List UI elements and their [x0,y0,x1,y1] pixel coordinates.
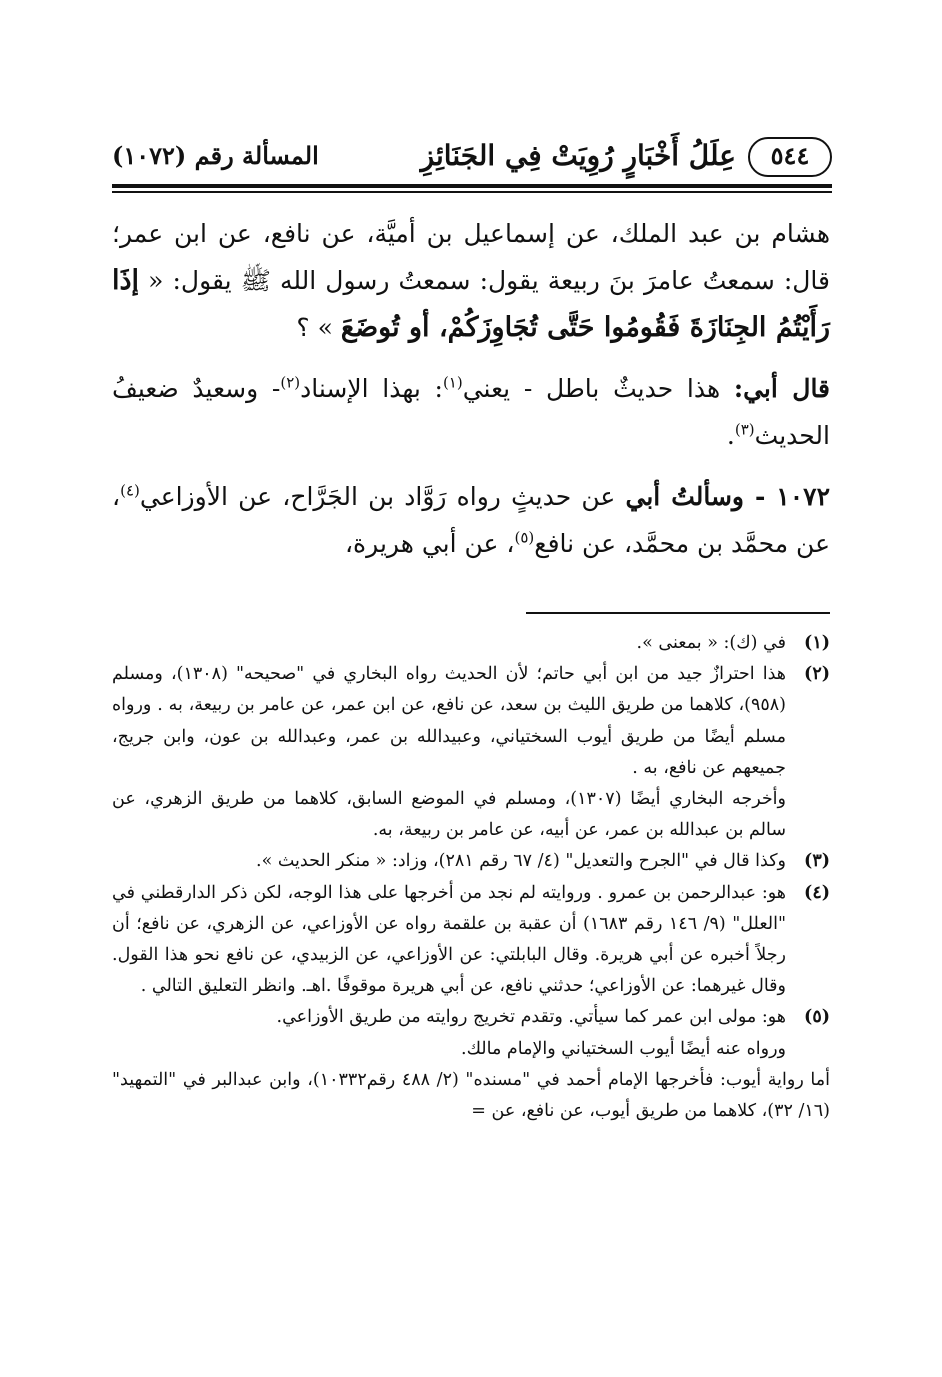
issue-number: المسألة رقم (١٠٧٢) [112,141,319,170]
hadith-text: إذَا رَأَيْتُمُ الجِنَازَةَ فَقُومُوا حَتَّى تُجَاوِزَكُمْ، أو تُوضَعَ [112,265,830,343]
issue-num-inline: ١٠٧٢ - [744,482,830,511]
text-run: » ؟ [296,313,333,342]
footnote-4 [112,878,830,1003]
main-text [112,210,830,567]
footnote-number: (١) [804,633,830,653]
footnote-ref: (٤) [120,481,140,500]
text-run: هذا حديثٌ باطل - يعني [462,374,734,403]
chapter-title: عِلَلُ أَخْبَارٍ رُوِيَتْ فِي الجَنَائِزِ [420,139,736,172]
footnote-number: (٤) [804,882,830,903]
footnote-text: هو: عبدالرحمن بن عمرو . وروايته لم نجد من أخرجها على هذا الوجه، لكن ذكر الدارقطني في "العلل" (٩/ ١٤٦ رقم ١٦٨٣) أن عقبة بن علقمة رواه عن الأوزاعي، عن الزهري، عن نافع؛ أن رجلاً أخبره عن أبي هريرة. وقال البابلتي: عن الأوزاعي، عن الزبيدي، عن نافع نحو هذا القول. وقال غيرهما: عن الأوزاعي؛ حدثني نافع، عن أبي هريرة موقوفًا .اهـ. وانظر التعليق التالي . [112,882,787,997]
text-run: عن حديثٍ رواه رَوَّاد بن الجَرَّاح، عن الأوزاعي [139,482,626,511]
paragraph-1 [112,210,830,351]
footnote-5 [112,1002,830,1064]
footnote-text: وأخرجه البخاري أيضًا (١٣٠٧)، ومسلم في الموضع السابق، كلاهما من طريق الزهري، عن سالم بن عبدالله بن عمر، عن أبيه، عن عامر بن ربيعة، به. [112,789,786,841]
footnote-text: ورواه عنه أيضًا أيوب السختياني والإمام مالك. [461,1038,786,1059]
footnote-number: (٣) [804,851,830,872]
footnote-ref: (٢) [280,373,301,392]
footnote-number: (٢) [804,664,830,685]
footnote-ref: (٣) [734,420,755,439]
text-run: . [726,421,735,450]
text-run: : بهذا الإسناد [300,374,443,403]
text-line: قال: سمعتُ عامرَ بنَ ربيعة يقول: سمعتُ رسول الله ﷺ يقول: « [148,266,830,295]
speaker-label: قال أبي: [733,374,831,403]
text-line: هشام بن عبد الملك، عن إسماعيل بن أميَّة، عن نافع، عن ابن عمر؛ [112,219,830,248]
footnotes [112,628,830,1127]
footnote-1 [112,628,830,659]
footnote-number: (٥) [804,1007,830,1028]
footnote-separator [526,612,830,614]
footnote-3 [112,846,830,877]
question-lead: وسألتُ أبي [625,482,744,511]
paragraph-2 [112,365,830,459]
footnote-ref: (٥) [514,528,535,547]
text-run: ، عن محمَّد بن محمَّد، عن نافع [112,482,830,558]
text-run: - وسعيدٌ ضعيفُ الحديث [112,374,830,450]
page-number: ٥٤٤ [748,137,832,177]
paragraph-3 [112,473,830,567]
footnote-text: في (ك): « بمعنى ». [636,633,786,653]
header-rule-thick [112,184,832,188]
page-header [112,135,832,179]
footnote-text: هو: مولى ابن عمر كما سيأتي. وتقدم تخريج روايته من طريق الأوزاعي. [276,1007,786,1028]
footnote-continuation: أما رواية أيوب: فأخرجها الإمام أحمد في "مسنده" (٢/ ٤٨٨ رقم١٠٣٣٢)، وابن عبدالبر في "التمهيد" (١٦/ ٣٢)، كلاهما من طريق أيوب، عن نافع، عن = [112,1069,830,1122]
footnote-text: وكذا قال في "الجرح والتعديل" (٤/ ٦٧ رقم ٢٨١)، وزاد: « منكر الحديث ». [256,851,786,872]
header-rule-thin [112,191,832,193]
text-run: ، عن أبي هريرة، [344,529,515,558]
footnote-2 [112,659,830,846]
footnote-ref: (١) [442,373,463,392]
footnote-text: هذا احترازٌ جيد من ابن أبي حاتم؛ لأن الحديث رواه البخاري في "صحيحه" (١٣٠٨)، ومسلم (٩٥٨)، كلاهما من طريق الليث بن سعد، عن نافع، عن ابن عمر، عن عامر بن ربيعة، به . ورواه مسلم أيضًا من طريق أيوب السختياني، وعبيدالله بن عمر، وعبدالله بن عون، وابن جريج، جميعهم عن نافع، به . [112,664,786,778]
